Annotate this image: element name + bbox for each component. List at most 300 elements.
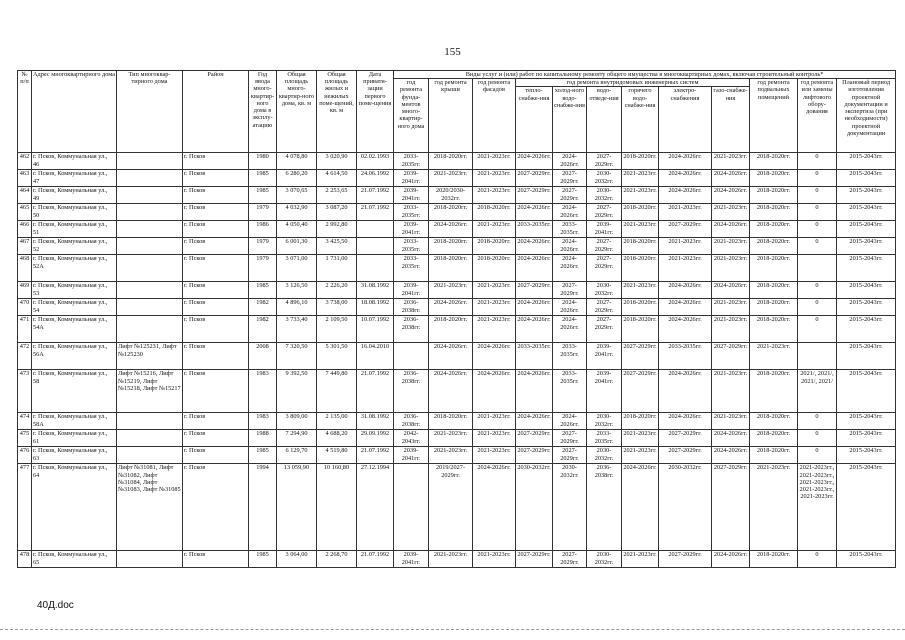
- cell-cold-water: 2030-2032гг.: [553, 464, 587, 551]
- cell-sewer: 2027-2029гг.: [587, 204, 622, 221]
- cell-facade: 2018-2020гг.: [473, 238, 516, 255]
- cell-district: г. Псков: [183, 370, 249, 413]
- cell-privat-date: 02.02.1993: [357, 153, 394, 170]
- cell-electric: 2024-2026гг.: [659, 187, 712, 204]
- cell-living-area: 2 109,50: [317, 316, 357, 343]
- table-row: [18, 187, 896, 204]
- cell-sewer: 2027-2029гг.: [587, 153, 622, 170]
- cell-house-type: Лифт №125231, Лифт №125230: [117, 343, 183, 370]
- table-row: [18, 282, 896, 299]
- cell-house-type: [117, 153, 183, 170]
- cell-gas: 2024-2026гг.: [712, 430, 750, 447]
- cell-year: 1982: [249, 316, 277, 343]
- cell-total-area: 3 733,40: [277, 316, 317, 343]
- cell-hot-water: 2021-2023гг.: [622, 170, 659, 187]
- table-row: [18, 255, 896, 282]
- cell-facade: 2021-2023гг.: [473, 299, 516, 316]
- cell-basement: 2021-2023гг.: [750, 343, 798, 370]
- cell-foundation: 2039-2041гг.: [394, 282, 429, 299]
- cell-elevator: 0: [798, 299, 837, 316]
- header-privat-date: Дата привати-зации первого поме-щения: [357, 71, 394, 153]
- cell-living-area: 2 253,65: [317, 187, 357, 204]
- cell-address: г. Псков, Коммунальная ул., 52: [32, 238, 117, 255]
- header-hot-water: горячего водо-снабже-ния: [622, 87, 659, 153]
- cell-roof: 2018-2020гг.: [429, 255, 473, 282]
- cell-year: 1979: [249, 255, 277, 282]
- cell-gas: 2021-2023гг.: [712, 413, 750, 430]
- cell-planned: 2015-2043гг.: [837, 343, 896, 370]
- cell-num: 466: [18, 221, 32, 238]
- cell-total-area: 3 126,50: [277, 282, 317, 299]
- cell-foundation: 2039-2041гг.: [394, 187, 429, 204]
- cell-district: г. Псков: [183, 464, 249, 551]
- cell-planned: 2015-2043гг.: [837, 447, 896, 464]
- cell-foundation: 2039-2041гг.: [394, 447, 429, 464]
- cell-electric: 2024-2026гг.: [659, 153, 712, 170]
- cell-foundation: 2036-2038гг.: [394, 370, 429, 413]
- cell-heat: 2024-2026гг.: [516, 255, 553, 282]
- cell-living-area: 4 519,80: [317, 447, 357, 464]
- cell-living-area: 2 992,80: [317, 221, 357, 238]
- cell-heat: 2024-2026гг.: [516, 299, 553, 316]
- cell-district: г. Псков: [183, 282, 249, 299]
- cell-heat: 2027-2029гг.: [516, 551, 553, 568]
- cell-year: 1980: [249, 153, 277, 170]
- cell-total-area: 3 064,00: [277, 551, 317, 568]
- cell-roof: 2021-2023гг.: [429, 430, 473, 447]
- cell-sewer: 2030-2032гг.: [587, 551, 622, 568]
- cell-facade: 2021-2023гг.: [473, 316, 516, 343]
- cell-house-type: Лифт №15216, Лифт №15219, Лифт №15218, Лифт №15217: [117, 370, 183, 413]
- cell-foundation: 2036-2038гг.: [394, 316, 429, 343]
- cell-total-area: 4 896,10: [277, 299, 317, 316]
- file-name-footer: 40Д.doc: [37, 600, 74, 611]
- cell-basement: 2018-2020гг.: [750, 238, 798, 255]
- cell-total-area: 4 032,90: [277, 204, 317, 221]
- cell-roof: 2018-2020гг.: [429, 413, 473, 430]
- cell-foundation: 2036-2038гг.: [394, 413, 429, 430]
- cell-facade: 2021-2023гг.: [473, 153, 516, 170]
- cell-total-area: 9 392,50: [277, 370, 317, 413]
- cell-living-area: 2 135,00: [317, 413, 357, 430]
- cell-gas: 2027-2029гг.: [712, 464, 750, 551]
- cell-house-type: [117, 238, 183, 255]
- cell-address: г. Псков, Коммунальная ул., 58: [32, 370, 117, 413]
- cell-gas: 2024-2026гг.: [712, 551, 750, 568]
- header-planned: Плановый период изготовления проектной документации и экспертиза (при необходимости) проектной документации: [837, 79, 896, 153]
- cell-planned: 2015-2043гг.: [837, 255, 896, 282]
- cell-basement: 2018-2020гг.: [750, 153, 798, 170]
- cell-hot-water: 2018-2020гг.: [622, 255, 659, 282]
- cell-heat: 2024-2026гг.: [516, 153, 553, 170]
- cell-sewer: 2039-2041гг.: [587, 370, 622, 413]
- cell-planned: 2015-2043гг.: [837, 430, 896, 447]
- cell-address: г. Псков, Коммунальная ул., 52А: [32, 255, 117, 282]
- cell-house-type: [117, 204, 183, 221]
- cell-roof: 2020/2030-2032гг.: [429, 187, 473, 204]
- cell-foundation: [394, 464, 429, 551]
- cell-sewer: 2030-2032гг.: [587, 447, 622, 464]
- cell-basement: 2018-2020гг.: [750, 255, 798, 282]
- cell-district: г. Псков: [183, 221, 249, 238]
- cell-heat: 2024-2026гг.: [516, 204, 553, 221]
- cell-address: г. Псков, Коммунальная ул., 46: [32, 153, 117, 170]
- cell-living-area: 3 425,50: [317, 238, 357, 255]
- cell-living-area: 3 738,00: [317, 299, 357, 316]
- cell-hot-water: 2024-2026гг.: [622, 464, 659, 551]
- cell-total-area: 3 809,00: [277, 413, 317, 430]
- cell-hot-water: 2021-2023гг.: [622, 551, 659, 568]
- cell-cold-water: 2027-2029гг.: [553, 282, 587, 299]
- cell-gas: 2024-2026гг.: [712, 282, 750, 299]
- cell-facade: 2018-2020гг.: [473, 255, 516, 282]
- cell-roof: 2021-2023гг.: [429, 282, 473, 299]
- header-elevator: год ремонта или замены лифтового обору-дования: [798, 79, 837, 153]
- cell-sewer: 2030-2032гг.: [587, 170, 622, 187]
- cell-year: 1985: [249, 447, 277, 464]
- cell-district: г. Псков: [183, 187, 249, 204]
- cell-num: 478: [18, 551, 32, 568]
- cell-elevator: 0: [798, 204, 837, 221]
- cell-num: 463: [18, 170, 32, 187]
- header-foundation: год ремонта фунда-ментов много-квартир-ного дома: [394, 79, 429, 153]
- cell-address: г. Псков, Коммунальная ул., 61: [32, 430, 117, 447]
- cell-privat-date: 27.12.1994: [357, 464, 394, 551]
- cell-total-area: 4 078,80: [277, 153, 317, 170]
- cell-elevator: 0: [798, 238, 837, 255]
- cell-gas: 2024-2026гг.: [712, 447, 750, 464]
- cell-roof: 2021-2023гг.: [429, 551, 473, 568]
- cell-living-area: 3 020,90: [317, 153, 357, 170]
- cell-cold-water: 2024-2026гг.: [553, 413, 587, 430]
- cell-num: 472: [18, 343, 32, 370]
- cell-electric: 2024-2026гг.: [659, 170, 712, 187]
- table-row: [18, 238, 896, 255]
- header-systems-title: год ремонта внутридомовых инженерных систем: [516, 79, 750, 87]
- cell-gas: 2021-2023гг.: [712, 255, 750, 282]
- cell-house-type: Лифт №31081, Лифт №31082, Лифт №31084, Лифт №31083, Лифт №31085: [117, 464, 183, 551]
- cell-district: г. Псков: [183, 430, 249, 447]
- cell-elevator: 0: [798, 551, 837, 568]
- cell-total-area: 4 050,40: [277, 221, 317, 238]
- cell-sewer: 2036-2038гг.: [587, 464, 622, 551]
- cell-electric: 2024-2026гг.: [659, 316, 712, 343]
- cell-privat-date: 24.06.1992: [357, 170, 394, 187]
- cell-gas: 2021-2023гг.: [712, 238, 750, 255]
- cell-num: 470: [18, 299, 32, 316]
- cell-elevator: 2021-2023гг., 2021-2023гг., 2021-2023гг., 2021-2023гг., 2021-2023гг.: [798, 464, 837, 551]
- cell-district: г. Псков: [183, 447, 249, 464]
- cell-sewer: 2030-2032гг.: [587, 187, 622, 204]
- cell-basement: 2018-2020гг.: [750, 204, 798, 221]
- table-row: [18, 170, 896, 187]
- cell-planned: 2015-2043гг.: [837, 221, 896, 238]
- cell-house-type: [117, 430, 183, 447]
- cell-electric: 2027-2029гг.: [659, 221, 712, 238]
- cell-foundation: 2033-2035гг.: [394, 204, 429, 221]
- cell-district: г. Псков: [183, 343, 249, 370]
- table-body: [18, 153, 896, 568]
- cell-hot-water: 2018-2020гг.: [622, 413, 659, 430]
- header-house-type: Тип многоквар-тирного дома: [117, 71, 183, 153]
- table-row: [18, 413, 896, 430]
- cell-house-type: [117, 170, 183, 187]
- cell-house-type: [117, 551, 183, 568]
- cell-district: г. Псков: [183, 316, 249, 343]
- cell-roof: 2021-2023гг.: [429, 447, 473, 464]
- cell-cold-water: 2024-2026гг.: [553, 153, 587, 170]
- cell-num: 473: [18, 370, 32, 413]
- cell-foundation: 2033-2035гг.: [394, 238, 429, 255]
- cell-gas: 2024-2026гг.: [712, 221, 750, 238]
- cell-foundation: 2036-2038гг.: [394, 299, 429, 316]
- cell-year: 1994: [249, 464, 277, 551]
- table-row: [18, 316, 896, 343]
- table-row: [18, 221, 896, 238]
- cell-hot-water: 2027-2029гг.: [622, 370, 659, 413]
- cell-hot-water: 2021-2023гг.: [622, 221, 659, 238]
- cell-heat: 2024-2026гг.: [516, 316, 553, 343]
- cell-total-area: 7 320,50: [277, 343, 317, 370]
- cell-district: г. Псков: [183, 299, 249, 316]
- cell-num: 475: [18, 430, 32, 447]
- cell-heat: 2024-2026гг.: [516, 238, 553, 255]
- cell-planned: 2015-2043гг.: [837, 204, 896, 221]
- cell-planned: 2015-2043гг.: [837, 238, 896, 255]
- cell-elevator: 2021/, 2021/, 2021/, 2021/: [798, 370, 837, 413]
- cell-foundation: 2039-2041гг.: [394, 221, 429, 238]
- cell-num: 477: [18, 464, 32, 551]
- cell-sewer: 2030-2032гг.: [587, 413, 622, 430]
- cell-address: г. Псков, Коммунальная ул., 56А: [32, 343, 117, 370]
- cell-district: г. Псков: [183, 153, 249, 170]
- cell-electric: 2024-2026гг.: [659, 413, 712, 430]
- cell-year: 1979: [249, 204, 277, 221]
- header-address: Адрес многоквартирного дома: [32, 71, 117, 153]
- cell-living-area: 3 087,20: [317, 204, 357, 221]
- cell-hot-water: 2018-2020гг.: [622, 316, 659, 343]
- cell-house-type: [117, 187, 183, 204]
- cell-elevator: 0: [798, 187, 837, 204]
- cell-hot-water: 2021-2023гг.: [622, 282, 659, 299]
- cell-hot-water: 2018-2020гг.: [622, 204, 659, 221]
- cell-house-type: [117, 413, 183, 430]
- header-living-area: Общая площадь жилых и нежилых поме-щений, кв. м: [317, 71, 357, 153]
- cell-year: 1979: [249, 238, 277, 255]
- cell-foundation: 2033-2035гг.: [394, 153, 429, 170]
- cell-living-area: 1 731,00: [317, 255, 357, 282]
- cell-facade: 2021-2023гг.: [473, 187, 516, 204]
- cell-house-type: [117, 255, 183, 282]
- cell-facade: 2021-2023гг.: [473, 551, 516, 568]
- cell-facade: 2021-2023гг.: [473, 430, 516, 447]
- cell-num: 469: [18, 282, 32, 299]
- cell-total-area: 6 280,20: [277, 170, 317, 187]
- cell-facade: 2021-2023гг.: [473, 282, 516, 299]
- cell-cold-water: 2027-2029гг.: [553, 551, 587, 568]
- table-row: [18, 343, 896, 370]
- cell-planned: 2015-2043гг.: [837, 551, 896, 568]
- cell-num: 474: [18, 413, 32, 430]
- cell-gas: 2021-2023гг.: [712, 299, 750, 316]
- cell-house-type: [117, 316, 183, 343]
- cell-elevator: 0: [798, 316, 837, 343]
- cell-roof: 2018-2020гг.: [429, 316, 473, 343]
- cell-address: г. Псков, Коммунальная ул., 47: [32, 170, 117, 187]
- cell-hot-water: 2021-2023гг.: [622, 447, 659, 464]
- cell-sewer: 2027-2029гг.: [587, 316, 622, 343]
- cell-living-area: 7 449,80: [317, 370, 357, 413]
- cell-privat-date: 18.08.1992: [357, 299, 394, 316]
- cell-num: 468: [18, 255, 32, 282]
- header-num: № п/п: [18, 71, 32, 153]
- cell-hot-water: 2018-2020гг.: [622, 299, 659, 316]
- cell-sewer: 2033-2035гг.: [587, 430, 622, 447]
- cell-cold-water: 2024-2026гг.: [553, 238, 587, 255]
- header-facade: год ремонта фасадов: [473, 79, 516, 153]
- cell-heat: 2033-2035гг.: [516, 221, 553, 238]
- cell-basement: 2018-2020гг.: [750, 447, 798, 464]
- cell-elevator: 0: [798, 170, 837, 187]
- cell-privat-date: 31.08.1992: [357, 282, 394, 299]
- cell-roof: 2019/2027-2029гг.: [429, 464, 473, 551]
- table-row: [18, 370, 896, 413]
- cell-roof: 2024-2026гг.: [429, 370, 473, 413]
- cell-district: г. Псков: [183, 238, 249, 255]
- cell-cold-water: 2027-2029гг.: [553, 430, 587, 447]
- cell-privat-date: 21.07.1992: [357, 204, 394, 221]
- cell-address: г. Псков, Коммунальная ул., 51: [32, 221, 117, 238]
- cell-num: 471: [18, 316, 32, 343]
- cell-facade: 2021-2023гг.: [473, 413, 516, 430]
- cell-electric: 2027-2029гг.: [659, 447, 712, 464]
- table-row: [18, 447, 896, 464]
- cell-address: г. Псков, Коммунальная ул., 54: [32, 299, 117, 316]
- cell-planned: 2015-2043гг.: [837, 316, 896, 343]
- cell-planned: 2015-2043гг.: [837, 464, 896, 551]
- cell-heat: 2027-2029гг.: [516, 447, 553, 464]
- cell-house-type: [117, 299, 183, 316]
- cell-gas: 2021-2023гг.: [712, 153, 750, 170]
- cell-house-type: [117, 282, 183, 299]
- cell-cold-water: 2027-2029гг.: [553, 447, 587, 464]
- cell-planned: 2015-2043гг.: [837, 282, 896, 299]
- cell-year: 1988: [249, 430, 277, 447]
- cell-living-area: 10 160,80: [317, 464, 357, 551]
- cell-elevator: 0: [798, 430, 837, 447]
- cell-address: г. Псков, Коммунальная ул., 65: [32, 551, 117, 568]
- cell-foundation: 2039-2041гг.: [394, 551, 429, 568]
- cell-num: 464: [18, 187, 32, 204]
- cell-facade: 2021-2023гг.: [473, 170, 516, 187]
- cell-roof: 2024-2026гг.: [429, 343, 473, 370]
- cell-electric: 2030-2032гг.: [659, 464, 712, 551]
- cell-privat-date: [357, 238, 394, 255]
- cell-cold-water: 2033-2035гг.: [553, 370, 587, 413]
- cell-year: 1982: [249, 299, 277, 316]
- cell-roof: 2018-2020гг.: [429, 238, 473, 255]
- cell-total-area: 13 059,90: [277, 464, 317, 551]
- cell-privat-date: 31.08.1992: [357, 413, 394, 430]
- cell-cold-water: 2027-2029гг.: [553, 170, 587, 187]
- header-year: Год ввода много-квартир-ного дома в эксплу-атацию: [249, 71, 277, 153]
- cell-year: 1983: [249, 413, 277, 430]
- cell-num: 462: [18, 153, 32, 170]
- header-roof: год ремонта крыши: [429, 79, 473, 153]
- cell-heat: 2027-2029гг.: [516, 187, 553, 204]
- cell-num: 465: [18, 204, 32, 221]
- cell-cold-water: 2033-2035гг.: [553, 343, 587, 370]
- cell-basement: 2018-2020гг.: [750, 221, 798, 238]
- cell-basement: 2018-2020гг.: [750, 299, 798, 316]
- cell-year: 1985: [249, 551, 277, 568]
- cell-planned: 2015-2043гг.: [837, 170, 896, 187]
- cell-electric: 2027-2029гг.: [659, 430, 712, 447]
- cell-planned: 2015-2043гг.: [837, 370, 896, 413]
- document-sheet: [17, 70, 895, 568]
- cell-foundation: 2042-2043гг.: [394, 430, 429, 447]
- header-heat: тепло-снабже-ния: [516, 87, 553, 153]
- cell-elevator: [798, 343, 837, 370]
- cell-facade: 2018-2020гг.: [473, 204, 516, 221]
- cell-electric: 2024-2026гг.: [659, 282, 712, 299]
- cell-num: 467: [18, 238, 32, 255]
- cell-hot-water: 2027-2029гг.: [622, 343, 659, 370]
- cell-living-area: 4 688,20: [317, 430, 357, 447]
- cell-cold-water: 2024-2026гг.: [553, 299, 587, 316]
- cell-house-type: [117, 447, 183, 464]
- cell-gas: 2021-2023гг.: [712, 370, 750, 413]
- cell-hot-water: 2021-2023гг.: [622, 430, 659, 447]
- cell-basement: 2018-2020гг.: [750, 316, 798, 343]
- cell-privat-date: 29.09.1992: [357, 430, 394, 447]
- cell-cold-water: 2027-2029гг.: [553, 187, 587, 204]
- cell-district: г. Псков: [183, 170, 249, 187]
- cell-roof: 2018-2020гг.: [429, 204, 473, 221]
- header-basement: год ремонта подвальных помещений: [750, 79, 798, 153]
- cell-address: г. Псков, Коммунальная ул., 64: [32, 464, 117, 551]
- cell-district: г. Псков: [183, 551, 249, 568]
- cell-hot-water: 2018-2020гг.: [622, 153, 659, 170]
- cell-privat-date: [357, 221, 394, 238]
- cell-living-area: 5 301,50: [317, 343, 357, 370]
- cell-total-area: 6 129,70: [277, 447, 317, 464]
- cell-privat-date: [357, 255, 394, 282]
- cell-roof: 2024-2026гг.: [429, 299, 473, 316]
- cell-facade: 2021-2023гг.: [473, 447, 516, 464]
- cell-electric: 2027-2029гг.: [659, 551, 712, 568]
- cell-heat: 2030-2032гг.: [516, 464, 553, 551]
- cell-planned: 2015-2043гг.: [837, 187, 896, 204]
- page-number: 155: [444, 46, 461, 58]
- cell-address: г. Псков, Коммунальная ул., 63: [32, 447, 117, 464]
- cell-sewer: 2030-2032гг.: [587, 282, 622, 299]
- cell-basement: 2018-2020гг.: [750, 413, 798, 430]
- cell-address: г. Псков, Коммунальная ул., 58А: [32, 413, 117, 430]
- cell-district: г. Псков: [183, 255, 249, 282]
- scan-edge-divider: [0, 629, 905, 630]
- cell-facade: 2024-2026гг.: [473, 343, 516, 370]
- cell-year: 1983: [249, 370, 277, 413]
- cell-cold-water: 2033-2035гг.: [553, 221, 587, 238]
- cell-planned: 2015-2043гг.: [837, 299, 896, 316]
- cell-gas: 2021-2023гг.: [712, 316, 750, 343]
- cell-address: г. Псков, Коммунальная ул., 50: [32, 204, 117, 221]
- cell-gas: 2021-2023гг.: [712, 204, 750, 221]
- header-sewer: водо-отведе-ния: [587, 87, 622, 153]
- cell-basement: 2018-2020гг.: [750, 430, 798, 447]
- cell-hot-water: 2021-2023гг.: [622, 187, 659, 204]
